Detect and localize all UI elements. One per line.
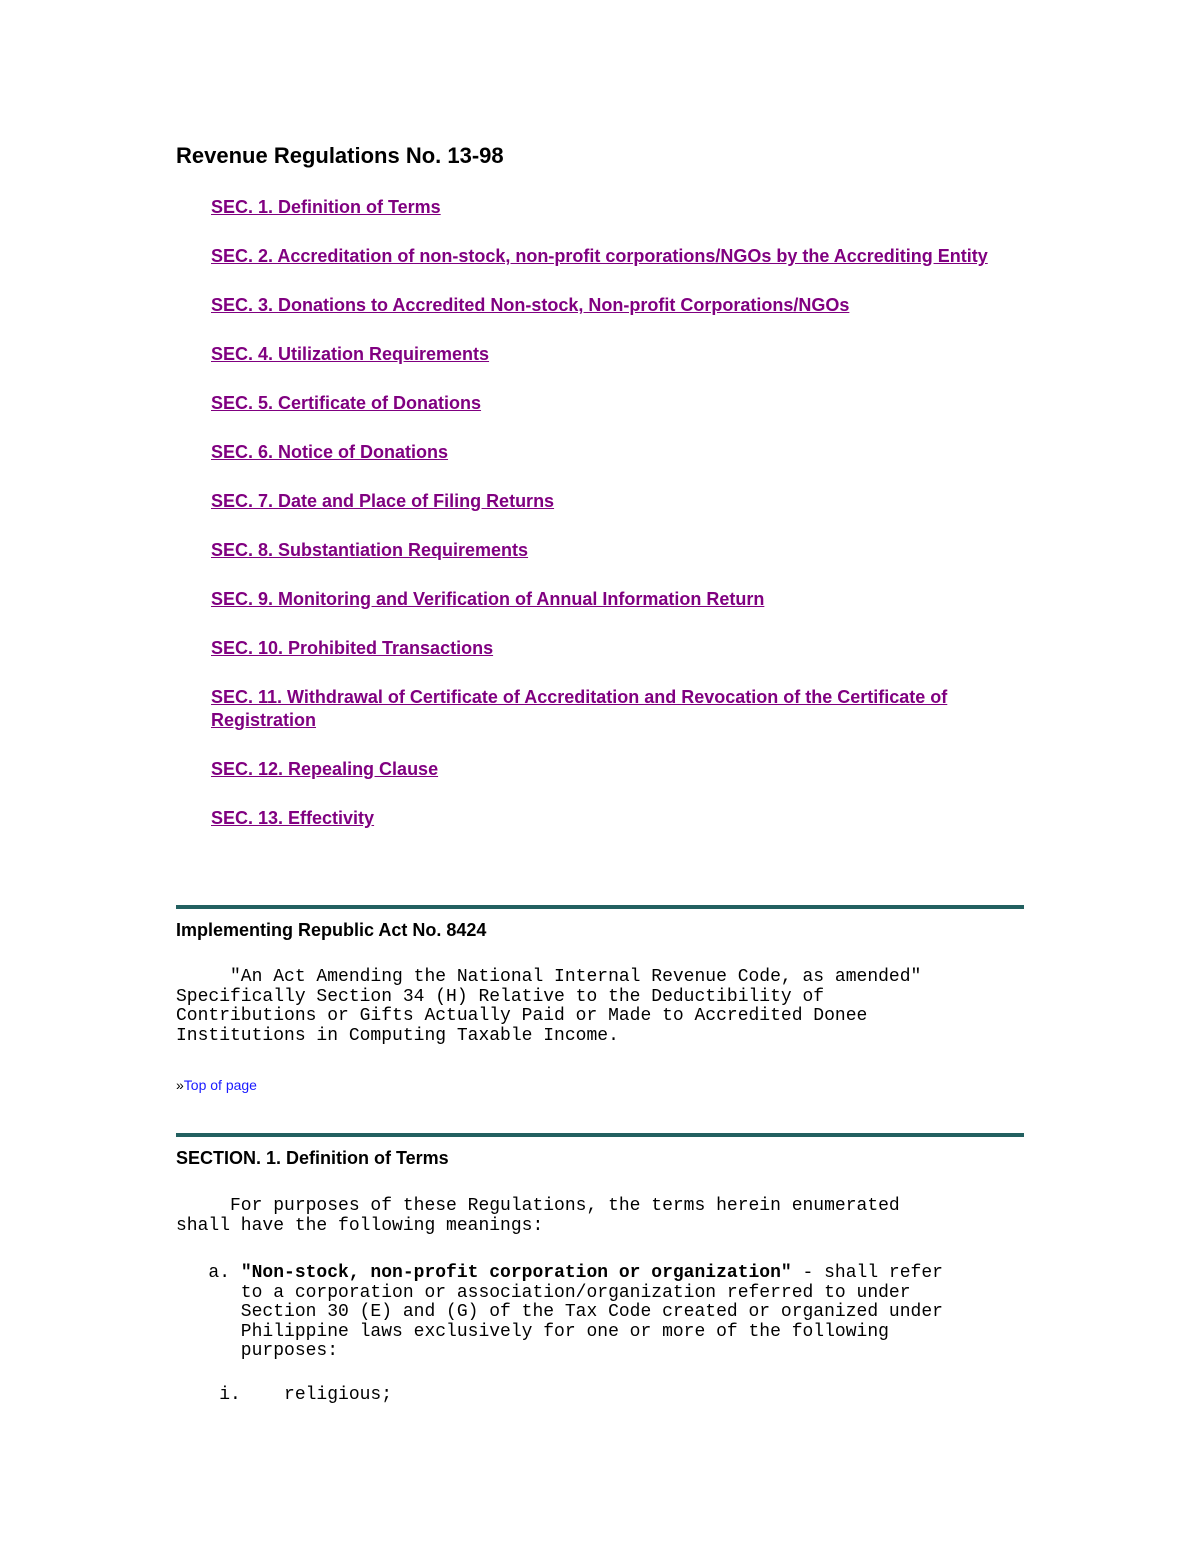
item-a-term: "Non-stock, non-profit corporation or organization" (240, 1263, 792, 1283)
toc-link-sec-12[interactable]: SEC. 12. Repealing Clause (211, 759, 439, 779)
horizontal-divider (176, 1133, 1024, 1137)
definition-item-a (176, 1264, 943, 1362)
toc-item (211, 392, 1023, 415)
section-1-intro: For purposes of these Regulations, the terms herein enumerated shall have the following meanings: (176, 1196, 900, 1236)
top-of-page-link[interactable]: Top of page (183, 1077, 257, 1093)
horizontal-divider (176, 905, 1024, 909)
implementing-heading: Implementing Republic Act No. 8424 (176, 920, 487, 940)
toc-item (211, 343, 1023, 366)
item-a-marker: a. (176, 1263, 241, 1283)
toc-item (211, 686, 1023, 732)
toc-item (211, 539, 1023, 562)
toc-link-sec-8[interactable]: SEC. 8. Substantiation Requirements (211, 540, 529, 560)
toc-link-sec-11[interactable]: SEC. 11. Withdrawal of Certificate of Accreditation and Revocation of the Certificate of Registration (211, 687, 948, 730)
toc-link-sec-3[interactable]: SEC. 3. Donations to Accredited Non-stock, Non-profit Corporations/NGOs (211, 295, 850, 315)
toc-item (211, 637, 1023, 660)
toc-item (211, 588, 1023, 611)
toc-link-sec-10[interactable]: SEC. 10. Prohibited Transactions (211, 638, 494, 658)
toc-item (211, 196, 1023, 219)
act-description: "An Act Amending the National Internal Revenue Code, as amended" Specifically Section 34 (H) Relative to the Deductibility of Contributions or Gifts Actually Paid or Made to Accredited Donee Institutions in Computing Taxable Income. (176, 967, 922, 1046)
double-chevron-right-icon: » (176, 1077, 184, 1093)
toc-link-sec-6[interactable]: SEC. 6. Notice of Donations (211, 442, 449, 462)
page-title: Revenue Regulations No. 13-98 (176, 143, 504, 168)
toc-link-sec-7[interactable]: SEC. 7. Date and Place of Filing Returns (211, 491, 555, 511)
toc-item (211, 758, 1023, 781)
toc-item (211, 245, 1023, 268)
toc-item (211, 807, 1023, 830)
sub-item-i: i. religious; (176, 1385, 393, 1405)
table-of-contents (211, 196, 1023, 856)
section-1-heading: SECTION. 1. Definition of Terms (176, 1148, 449, 1168)
toc-link-sec-4[interactable]: SEC. 4. Utilization Requirements (211, 344, 490, 364)
toc-item (211, 490, 1023, 513)
item-a-definition: - shall refer to a corporation or association/organization referred to under Section 30 (E) and (G) of the Tax Code created or organized under Philippine laws exclusively for one or more of the following purposes: (240, 1263, 943, 1361)
toc-link-sec-13[interactable]: SEC. 13. Effectivity (211, 808, 375, 828)
toc-link-sec-5[interactable]: SEC. 5. Certificate of Donations (211, 393, 482, 413)
toc-item (211, 294, 1023, 317)
toc-link-sec-2[interactable]: SEC. 2. Accreditation of non-stock, non-profit corporations/NGOs by the Accrediting Entity (211, 246, 988, 266)
toc-item (211, 441, 1023, 464)
toc-link-sec-1[interactable]: SEC. 1. Definition of Terms (211, 197, 441, 217)
top-of-page-link-row (176, 1077, 257, 1093)
toc-link-sec-9[interactable]: SEC. 9. Monitoring and Verification of Annual Information Return (211, 589, 765, 609)
